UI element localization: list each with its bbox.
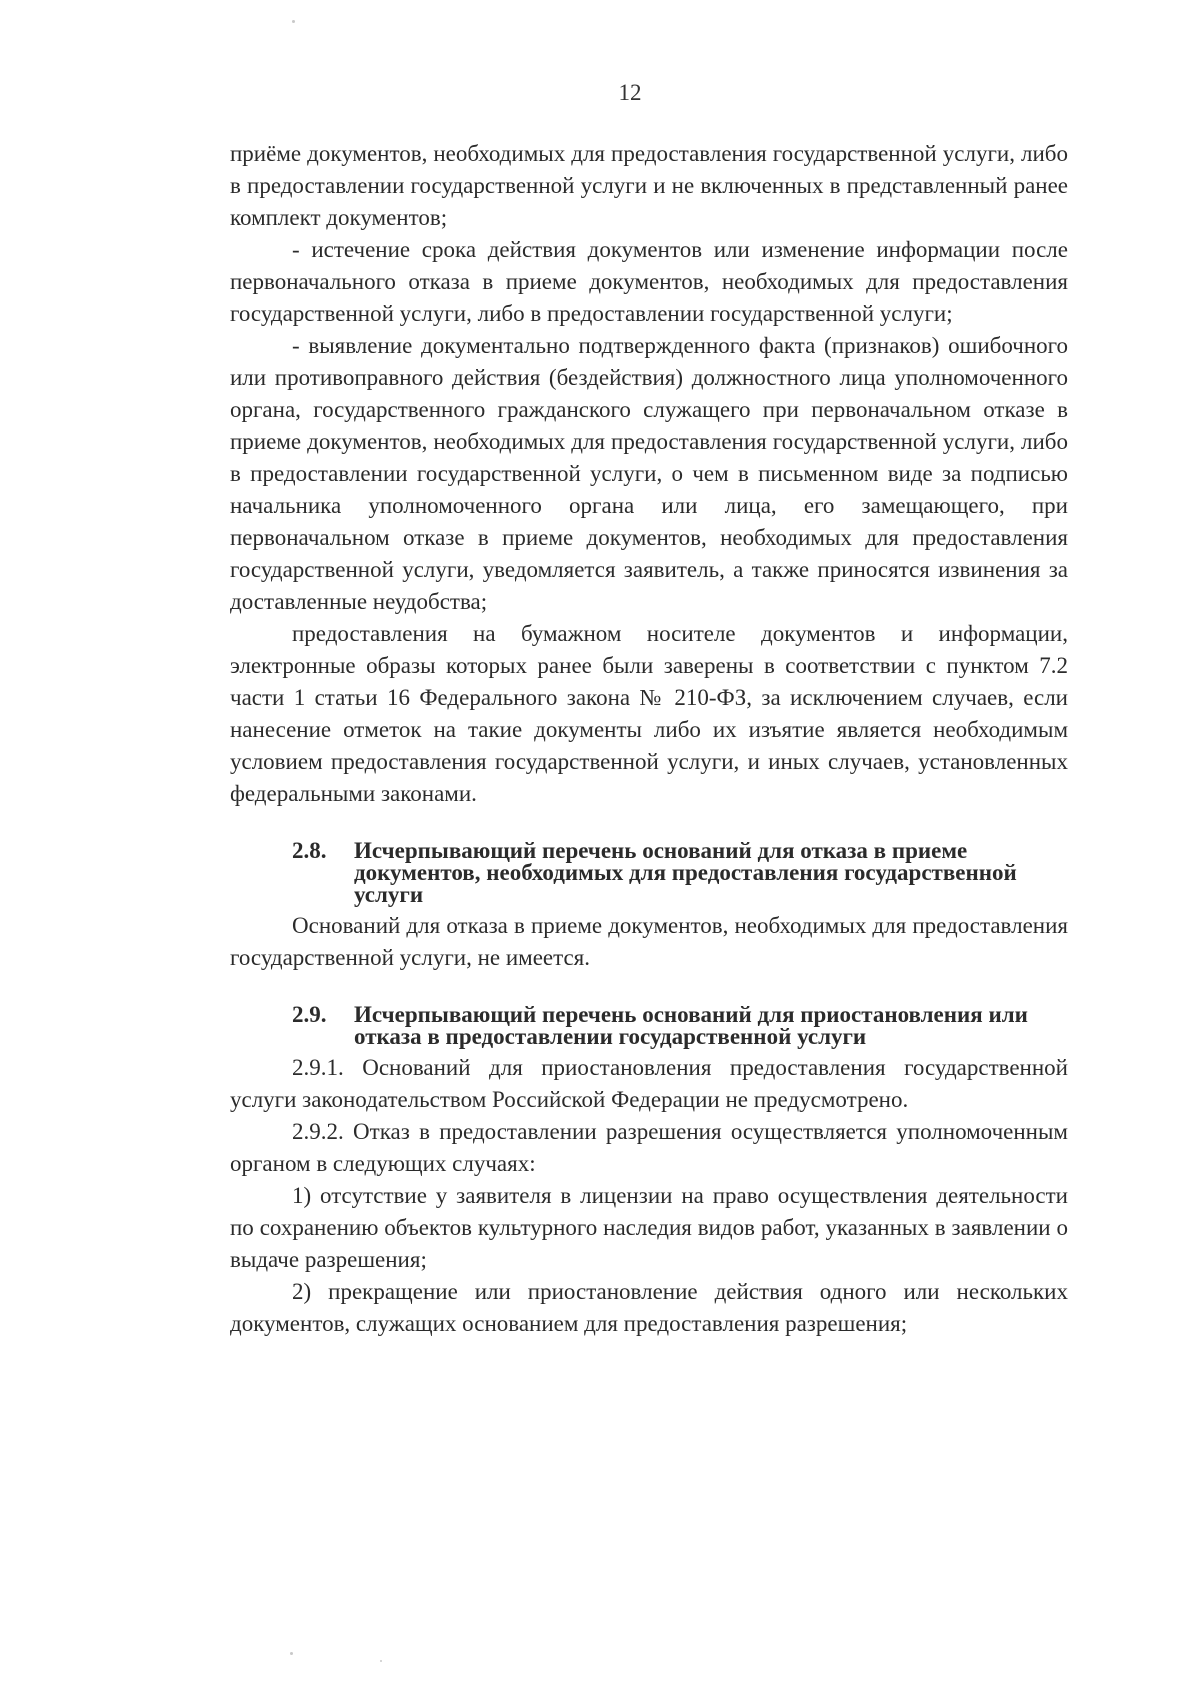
section-heading-2-8 [230, 840, 1068, 906]
section-number: 2.9. [292, 1002, 327, 1027]
section-title: Исчерпывающий перечень оснований для отказа в приеме документов, необходимых для предоставления государственной услуги [354, 838, 1017, 907]
paragraph: 2) прекращение или приостановление действия одного или нескольких документов, служащих основанием для предоставления разрешения; [230, 1279, 1068, 1336]
paragraph: 2.9.2. Отказ в предоставлении разрешения осуществляется уполномоченным органом в следующих случаях: [230, 1119, 1068, 1176]
paragraph: Оснований для отказа в приеме документов, необходимых для предоставления государственной услуги, не имеется. [230, 913, 1068, 970]
section-number: 2.8. [292, 838, 327, 863]
paragraph: - выявление документально подтвержденного факта (признаков) ошибочного или противоправного действия (бездействия) должностного лица уполномоченного органа, государственного гражданского служащего при первоначальном отказе в приеме документов, необходимых для предоставления государственной услуги, либо в предоставлении государственной услуги, о чем в письменном виде за подписью начальника уполномоченного органа или лица, его замещающего, при первоначальном отказе в приеме документов, необходимых для предоставления государственной услуги, уведомляется заявитель, а также приносятся извинения за доставленные неудобства; [230, 333, 1068, 614]
scan-speck [380, 1660, 382, 1662]
paragraph: 2.9.1. Оснований для приостановления предоставления государственной услуги законодательством Российской Федерации не предусмотрено. [230, 1055, 1068, 1112]
paragraph: предоставления на бумажном носителе документов и информации, электронные образы которых ранее были заверены в соответствии с пунктом 7.2 части 1 статьи 16 Федерального закона № 210-ФЗ, за исключением случаев, если нанесение отметок на такие документы либо их изъятие является необходимым условием предоставления государственной услуги, и иных случаев, установленных федеральными законами. [230, 621, 1068, 806]
scan-speck [290, 1652, 293, 1655]
paragraph: 1) отсутствие у заявителя в лицензии на право осуществления деятельности по сохранению объектов культурного наследия видов работ, указанных в заявлении о выдаче разрешения; [230, 1183, 1068, 1272]
page-number: 12 [618, 80, 642, 105]
paragraph: - истечение срока действия документов или изменение информации после первоначального отказа в приеме документов, необходимых для предоставления государственной услуги, либо в предоставлении государственной услуги; [230, 237, 1068, 326]
section-heading-2-9 [230, 1004, 1068, 1048]
paragraph: приёме документов, необходимых для предоставления государственной услуги, либо в предоставлении государственной услуги и не включенных в представленный ранее комплект документов; [230, 141, 1068, 230]
document-body [230, 138, 1068, 1340]
section-title: Исчерпывающий перечень оснований для приостановления или отказа в предоставлении государственной услуги [354, 1002, 1028, 1049]
scan-speck [292, 20, 295, 23]
